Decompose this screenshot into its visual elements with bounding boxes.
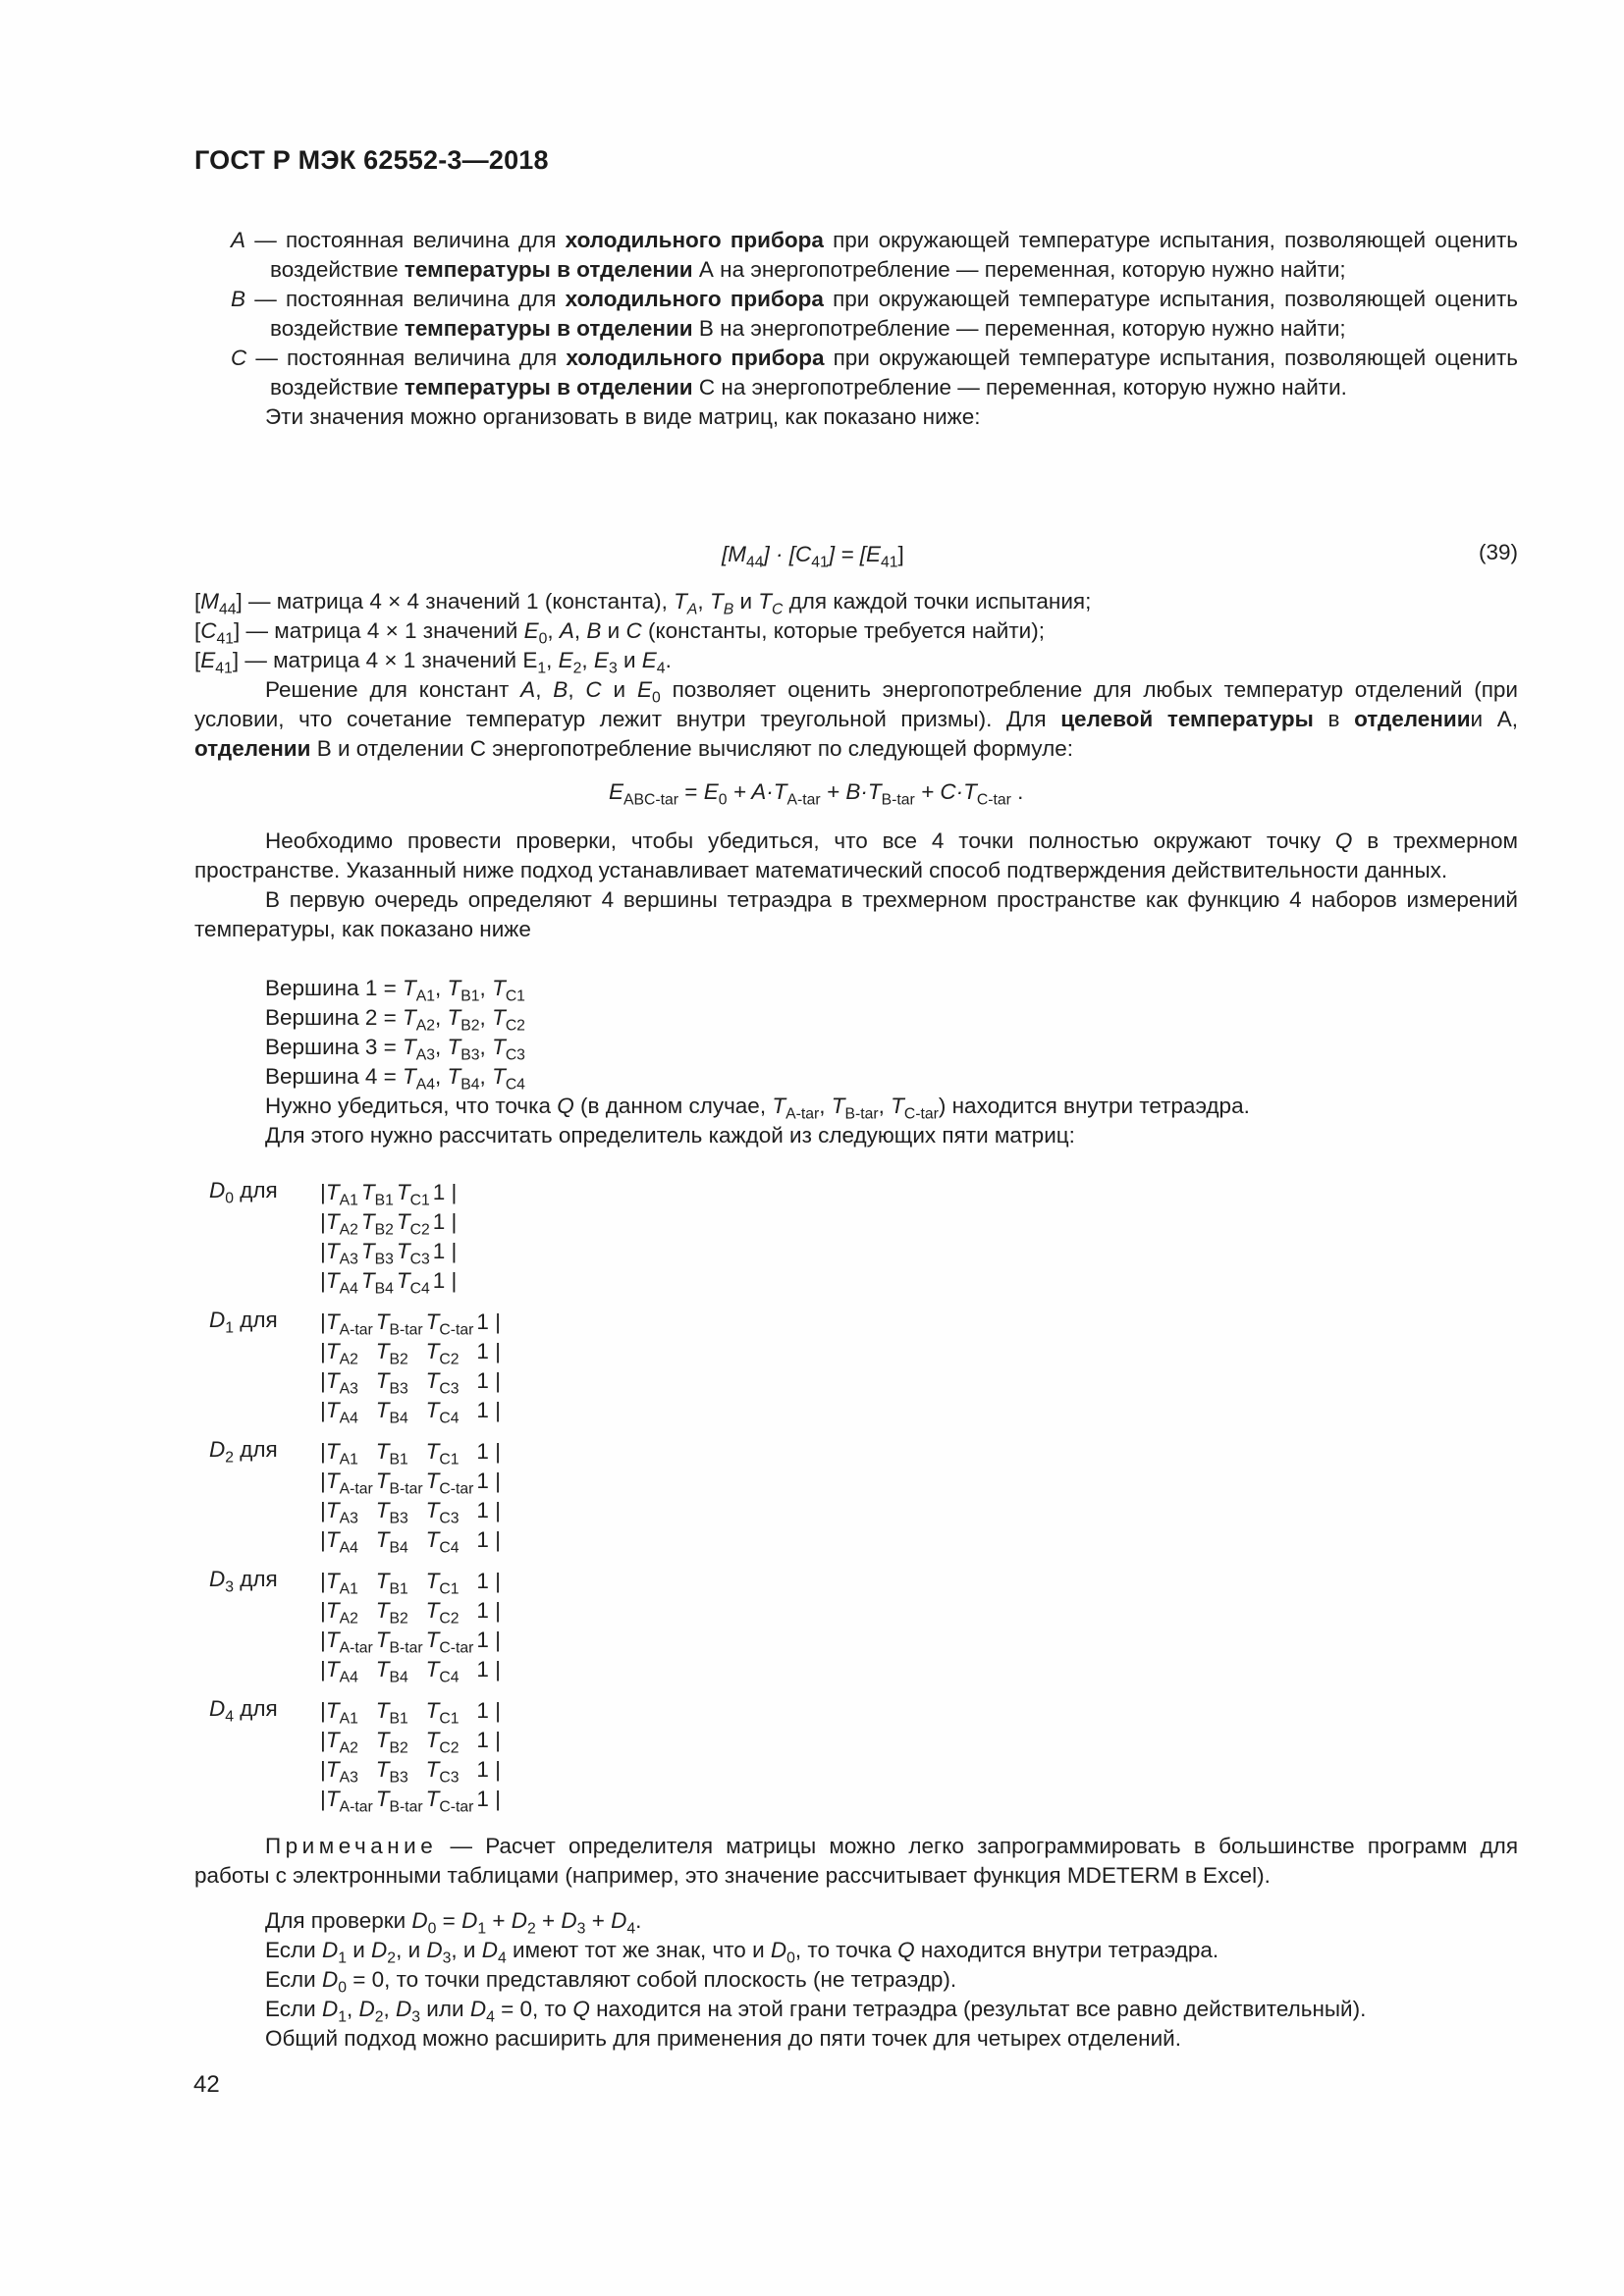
matrix-intro-text: Эти значения можно организовать в виде матриц, как показано ниже: — [265, 404, 981, 429]
note-label: Примечание — [265, 1834, 438, 1858]
vertex-4: Вершина $4 = T_{A4}$, $T_{B4}$, $T_{C4}$ — [265, 1064, 525, 1094]
vertex-3: Вершина $3 = T_{A3}$, $T_{B3}$, $T_{C3}$ — [265, 1035, 525, 1064]
d0-label: $D_0$ для — [209, 1178, 278, 1207]
equation-number: (39) — [1478, 540, 1518, 564]
q-check-text: Нужно убедиться, что точка Q (в данном случае, $T_{A-tar}$, $T_{B-tar}$, $T_{C-tar}$) находится внутри тетраэдра. — [265, 1094, 1250, 1123]
matrix-d2: $|T_{A1}$ $T_{B1}$ $T_{C1}$ 1 | $|T_{A-tar}$ $T_{B-tar}$ $T_{C-tar}$ 1 | $|T_{A3}$ $T_{B3}$ $T_{C3}$ 1 | $|T_{A4}$ $T_{B4}$ $T_{C4}$ 1 | — [320, 1439, 502, 1557]
d4-label: $D_4$ для — [209, 1696, 278, 1726]
zero-face-rule: Если $D_1$, $D_2$, $D_3$ или $D_4 = 0$, то Q находится на этой грани тетраэдра (результат все равно действительный). — [265, 1997, 1367, 2026]
vertices-paragraph: В первую очередь определяют 4 вершины тетраэдра в трехмерном пространстве как функцию 4 наборов измерений температуры, как показано ниже — [194, 887, 1518, 941]
vertices-list — [194, 974, 1589, 1150]
check-paragraph: Необходимо провести проверки, чтобы убедиться, что все 4 точки полностью окружают точку Q в трехмерном пространстве. Указанный ниже подход устанавливает математический способ подтверждения действительности данных. В первую очередь определяют 4 вершины тетраэдра в трехмерном пространстве как функцию 4 наборов измерений температуры, как показано ниже — [194, 827, 1518, 944]
check-sum-rule: Для проверки $D_0 = D_1 + D_2 + D_3 + D_4$. — [265, 1908, 642, 1938]
equation-39: $[M_{44}] \cdot [C_{41}] = [E_{41}]$ — [722, 542, 904, 571]
d1-label: $D_1$ для — [209, 1308, 278, 1337]
matrix-def-m44: $[M_{44}]$ — матрица 4 × 4 значений 1 (константа), $T_A$, $T_B$ и $T_C$ для каждой точки испытания; — [194, 589, 1092, 618]
same-sign-rule: Если $D_1$ и $D_2$, и $D_3$, и $D_4$ имеют тот же знак, что и $D_0$, то точка Q находится внутри тетраэдра. — [265, 1938, 1219, 1967]
matrix-d3: $|T_{A1}$ $T_{B1}$ $T_{C1}$ 1 | $|T_{A2}$ $T_{B2}$ $T_{C2}$ 1 | $|T_{A-tar}$ $T_{B-tar}$ $T_{C-tar}$ 1 | $|T_{A4}$ $T_{B4}$ $T_{C4}$ 1 | — [320, 1569, 502, 1686]
vertex-2: Вершина $2 = T_{A2}$, $T_{B2}$, $T_{C2}$ — [265, 1005, 525, 1035]
vertex-1: Вершина $1 = T_{A1}$, $T_{B1}$, $T_{C1}$ — [265, 976, 525, 1005]
note-paragraph: Примечание — Расчет определителя матрицы можно легко запрограммировать в большинстве программ для работы с электронными таблицами (например, это значение рассчитывает функция MDETERM в Excel). — [194, 1834, 1518, 1888]
generalize-text: Общий подход можно расширить для применения до пяти точек для четырех отделений. — [265, 2026, 1181, 2051]
matrix-d0: $|T_{A1}$ $T_{B1}$ $T_{C1}$ 1 | $|T_{A2}$ $T_{B2}$ $T_{C2}$ 1 | $|T_{A3}$ $T_{B3}$ $T_{C3}$ 1 | $|T_{A4}$ $T_{B4}$ $T_{C4}$ 1 | — [320, 1180, 458, 1298]
definition-b: B — постоянная величина для холодильного прибора при окружающей температуре испытания, позволяющей оценить воздействие температуры в отделении В на энергопотребление — переменная, которую нужно найти; — [231, 287, 1518, 341]
document-header-title: ГОСТ Р МЭК 62552-3—2018 — [194, 145, 549, 175]
matrix-def-e41: $[E_{41}]$ — матрица 4 × 1 значений $E_1$, $E_2$, $E_3$ и $E_4$. — [194, 648, 672, 677]
conclusions — [194, 1906, 1589, 2054]
matrix-d4: $|T_{A1}$ $T_{B1}$ $T_{C1}$ 1 | $|T_{A2}$ $T_{B2}$ $T_{C2}$ 1 | $|T_{A3}$ $T_{B3}$ $T_{C3}$ 1 | $|T_{A-tar}$ $T_{B-tar}$ $T_{C-tar}$ 1 | — [320, 1698, 502, 1816]
matrix-def-c41: $[C_{41}]$ — матрица 4 × 1 значений $E_0$, A, B и C (константы, которые требуется найти); — [194, 618, 1045, 648]
formula-energy-target: $E_{ABC-tar} = E_0 + A\cdot T_{A-tar} + B\cdot T_{B-tar} + C\cdot T_{C-tar}$ . — [609, 779, 1024, 809]
matrix-d1: $|T_{A-tar}$ $T_{B-tar}$ $T_{C-tar}$ 1 | $|T_{A2}$ $T_{B2}$ $T_{C2}$ 1 | $|T_{A3}$ $T_{B3}$ $T_{C3}$ 1 | $|T_{A4}$ $T_{B4}$ $T_{C4}$ 1 | — [320, 1309, 502, 1427]
d3-label: $D_3$ для — [209, 1567, 278, 1596]
determinant-intro: Для этого нужно рассчитать определитель каждой из следующих пяти матриц: — [265, 1123, 1075, 1148]
constants-definitions — [194, 226, 1518, 432]
definition-a: A — постоянная величина для холодильного прибора при окружающей температуре испытания, позволяющей оценить воздействие температуры в отделении А на энергопотребление — переменная, которую нужно найти; — [231, 228, 1518, 282]
page-number: 42 — [193, 2071, 220, 2098]
solution-paragraph: Решение для констант A, B, C и $E_0$ позволяет оценить энергопотребление для любых температур отделений (при условии, что сочетание температур лежит внутри треугольной призмы). Для целевой температуры в отделениии А, отделении В и отделении С энергопотребление вычисляют по следующей формуле: — [194, 677, 1519, 761]
definition-c: C — постоянная величина для холодильного прибора при окружающей температуре испытания, позволяющей оценить воздействие температуры в отделении С на энергопотребление — переменная, которую нужно найти. — [231, 346, 1518, 400]
zero-d0-rule: Если $D_0 = 0$, то точки представляют собой плоскость (не тетраэдр). — [265, 1967, 957, 1997]
d2-label: $D_2$ для — [209, 1437, 278, 1467]
matrix-definitions — [194, 587, 1518, 675]
